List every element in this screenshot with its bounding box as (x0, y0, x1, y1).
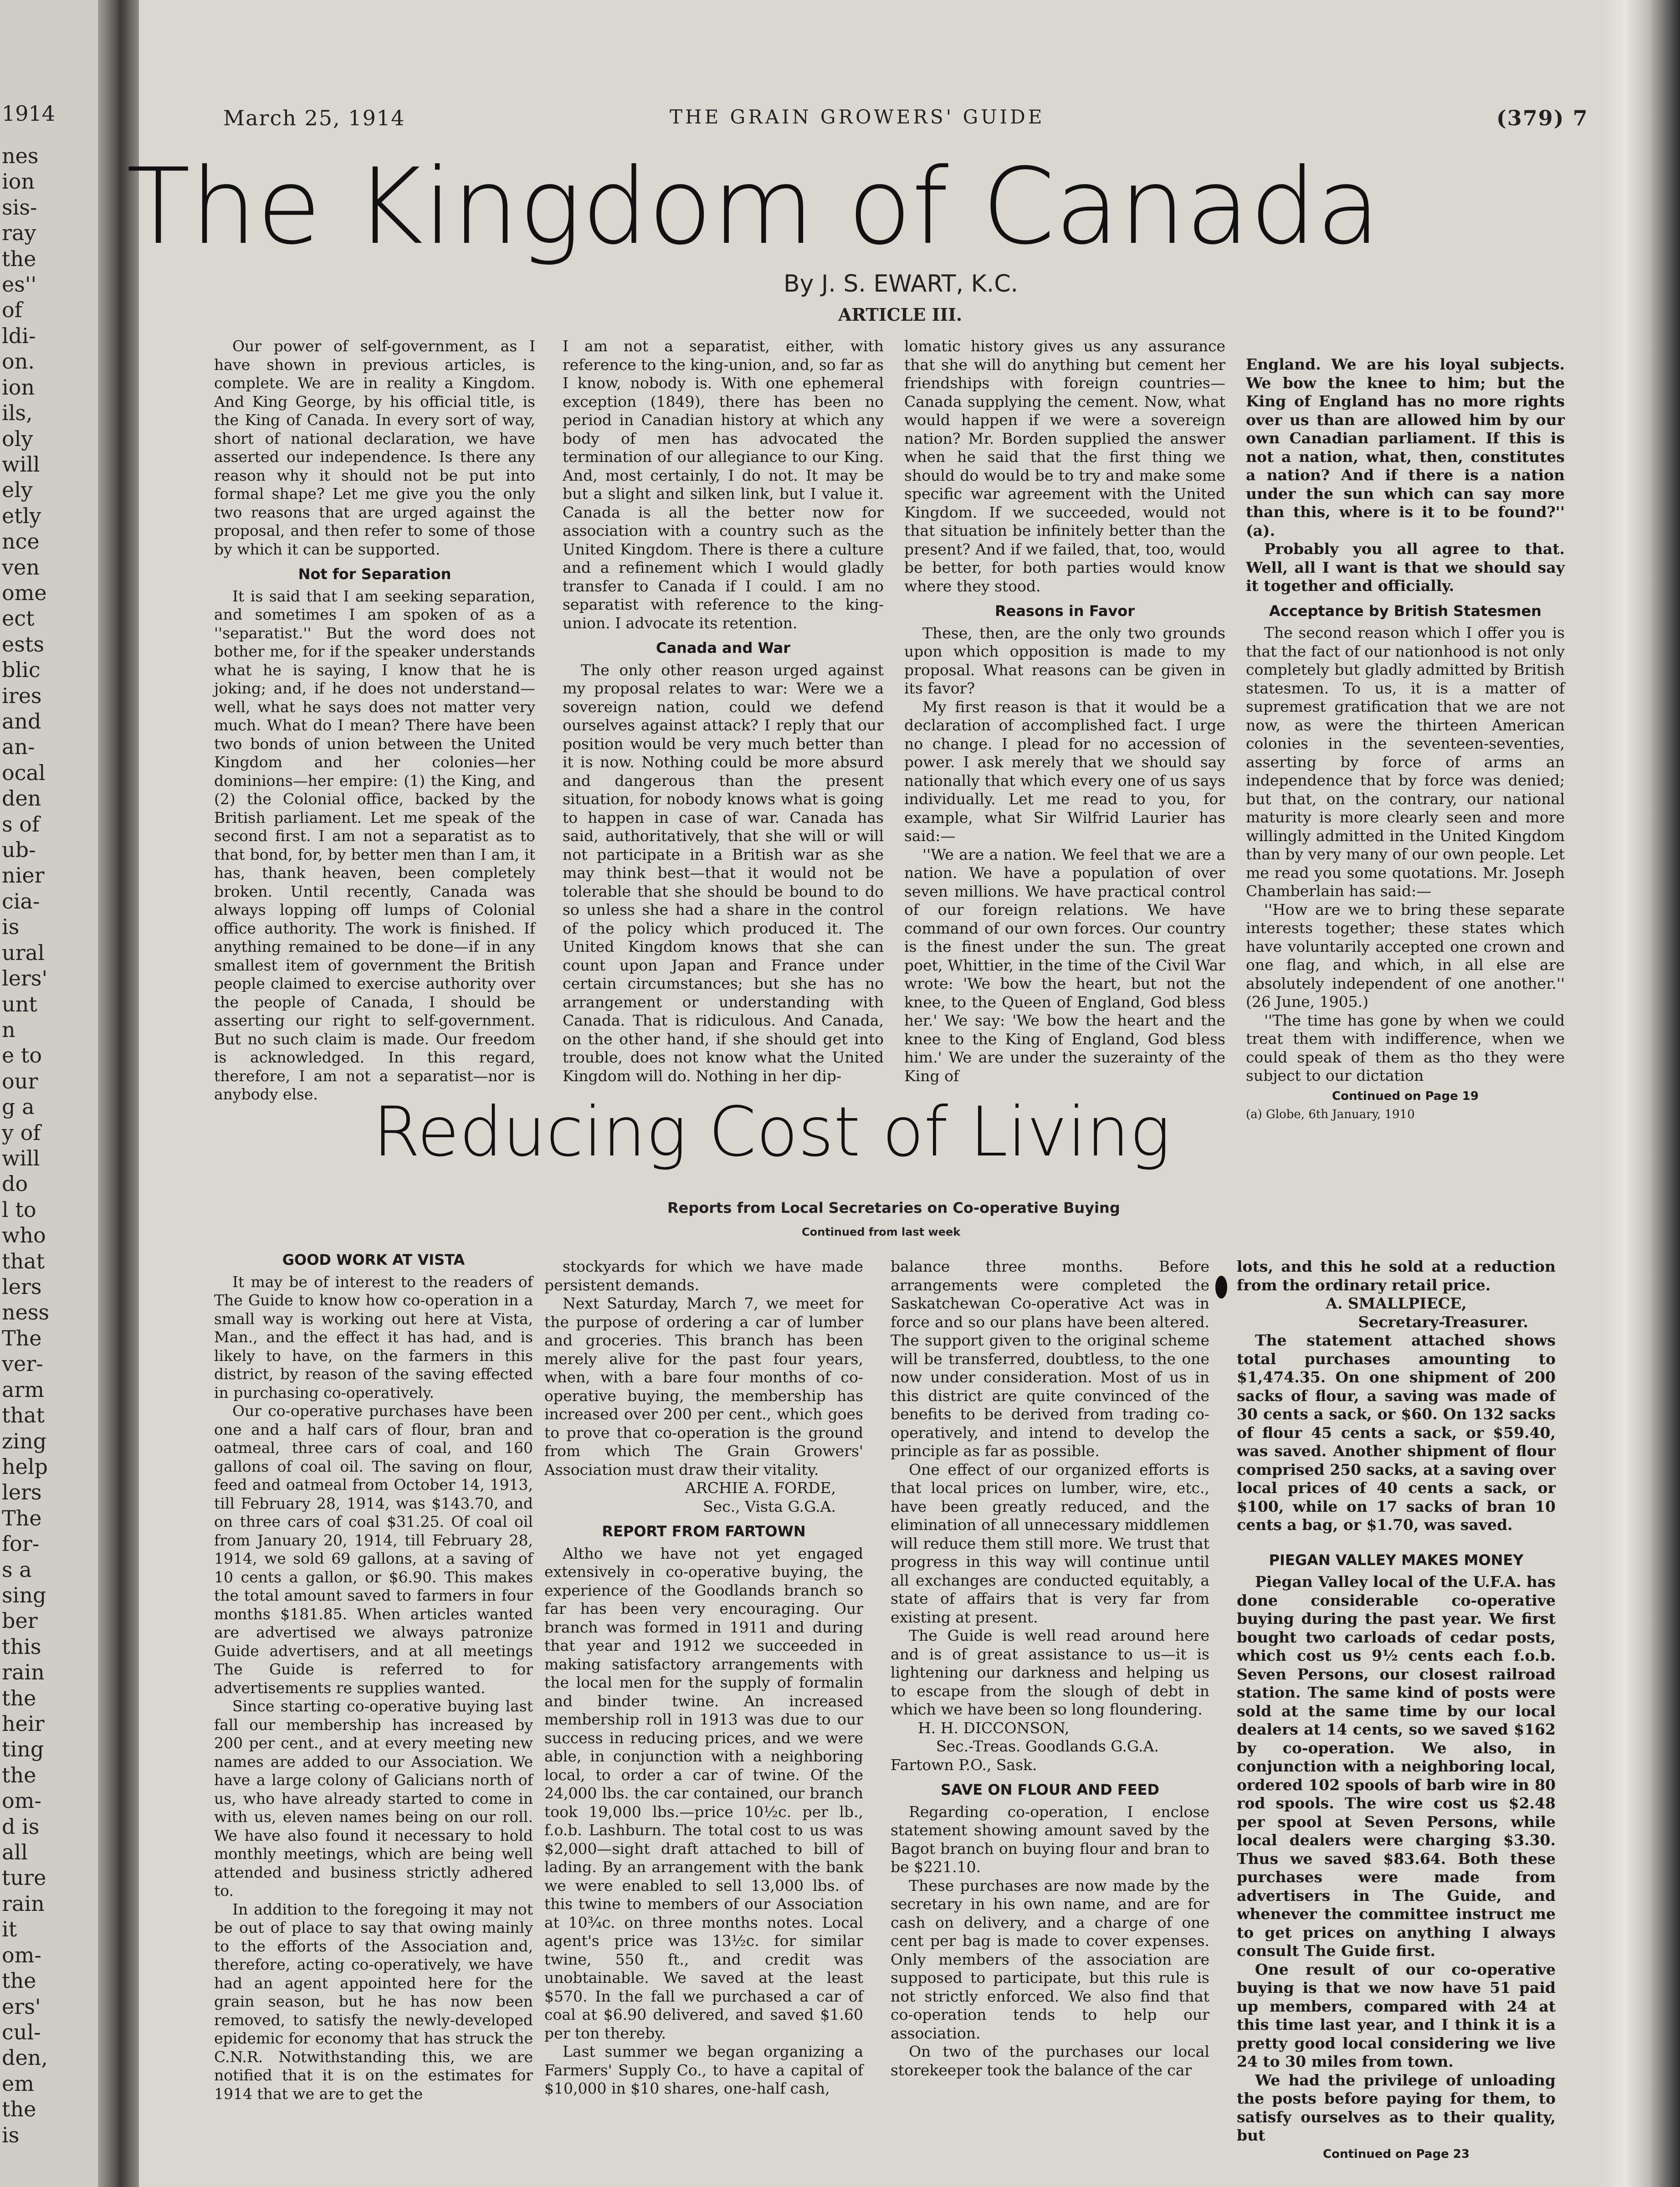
heading-report-from-fartown: REPORT FROM FARTOWN (602, 1523, 806, 1540)
issue-date: March 25, 1914 (223, 106, 405, 130)
facing-page-word: ting (2, 1737, 44, 1761)
paragraph: The Guide is well read around here and is of great assistance to us—it is lightening our darkness and helping us to escape from the slough of debt in which we have been so long floundering. (891, 1627, 1209, 1718)
facing-page-word: lers (2, 1480, 42, 1504)
cost-col2b-text (544, 1545, 863, 2098)
cost-col3b-text (891, 1803, 1209, 2080)
cost-column-1 (214, 1251, 533, 2103)
kingdom-col2-text (563, 337, 884, 632)
paragraph: The statement attached shows total purchases amounting to $1,474.35. On one shipment of 200 sacks of flour, a saving was made of 30 cents a sack, or $60. On 132 sacks of flour 45 cents a sack, or $59.40, was saved. Another shipment of flour comprised 250 sacks, at a saving over local prices of 40 cents a sack, or $100, while on 17 sacks of bran 10 cents a bag, or $1.70, was saved. (1237, 1331, 1556, 1534)
paragraph: Next Saturday, March 7, we meet for the purpose of ordering a car of lumber and groceries. This branch has been merely alive for the past four years, when, with a bare four months of co-operative buying, the membership has increased over 200 per cent., which goes to prove that co-operation is the ground from which The Grain Growers' Association must draw their vitality. (544, 1294, 863, 1479)
facing-page-word: s of (2, 812, 40, 837)
facing-page-word: the (2, 2097, 36, 2121)
facing-page-word: the (2, 1686, 36, 1710)
facing-page-word: will (2, 1146, 40, 1171)
paragraph: One effect of our organized efforts is that local prices on lumber, wire, etc., have been greatly reduced, and the elimination of all unnecessary middlemen will reduce them still more. We trust that progress in this way will continue until all exchanges are conducted equitably, a state of affairs that is very far from existing at present. (891, 1460, 1209, 1626)
publication-name: THE GRAIN GROWERS' GUIDE (670, 106, 1045, 128)
facing-page-word: of (2, 298, 22, 322)
heading-piegan-valley: PIEGAN VALLEY MAKES MONEY (1269, 1551, 1524, 1569)
paragraph: ''The time has gone by when we could treat them with indifference, when we could speak of them as tho they were subject to our dictation (1246, 1011, 1565, 1084)
facing-page-word: y of (2, 1120, 41, 1145)
signature-smallpiece-title: Secretary-Treasurer. (1358, 1313, 1528, 1331)
paragraph: Altho we have not yet engaged extensively in co-operative buying, the experience of the Goodlands branch so far has been very encouraging. Our branch was formed in 1911 and during that year and 1912 we succeeded in making satisfactory arrangements with the local men for the supply of formalin and binder twine. An increased membership roll in 1913 was due to our success in reducing prices, and we were able, in conjunction with a neighboring local, to order a car of twine. Of the 24,000 lbs. the car contained, our branch took 19,000 lbs.—price 10½c. per lb., f.o.b. Lashburn. The total cost to us was $2,000—sight draft attached to bill of lading. By an arrangement with the bank we were enabled to sell 13,000 lbs. of this twine to members of our Association at 10¾c. on three months notes. Local agent's price was 13½c. for similar twine, 550 ft., and credit was unobtainable. We saved at the least $570. In the fall we purchased a car of coal at $6.90 delivered, and saved $1.60 per ton thereby. (544, 1544, 863, 2042)
facing-page-word: ion (2, 375, 35, 400)
signature-dicconson-address: Fartown P.O., Sask. (891, 1756, 1037, 1774)
paragraph: Last summer we began organizing a Farmers' Supply Co., to have a capital of $10,000 in $10 shares, one-half cash, (544, 2043, 863, 2097)
facing-page-word: help (2, 1454, 48, 1479)
signature-dicconson-title: Sec.-Treas. Goodlands G.G.A. (936, 1737, 1159, 1755)
paragraph: I am not a separatist, either, with reference to the king-union, and, so far as I know, nobody is. With one ephemeral exception (1849), there has been no period in Canadian history at which any body of men has advocated the termination of our allegiance to our King. And, most certainly, I do not. It may be but a slight and silken link, but I value it. Canada is all the better now for association with a country such as the United Kingdom. There is there a culture and a refinement which I would gladly transfer to Canada if I could. I am no separatist with reference to the king-union. I advocate its retention. (563, 337, 884, 632)
paragraph: Our power of self-government, as I have shown in previous articles, is complete. We are in reality a Kingdom. And King George, by his official title, is the King of Canada. In every sort of way, short of national declaration, we have asserted our independence. Is there any reason why it should not be put into formal shape? Let me give you the only two reasons that are urged against the proposal, and then refer to some of those by which it can be supported. (214, 337, 535, 558)
facing-page-word: rain (2, 1660, 45, 1684)
cost-col4b-text (1237, 1331, 1556, 1535)
facing-page-word: that (2, 1249, 45, 1273)
signature-smallpiece: A. SMALLPIECE, (1326, 1294, 1467, 1312)
cost-col2-text (544, 1258, 863, 1479)
facing-page-word: that (2, 1403, 45, 1427)
facing-page-word: ils, (2, 400, 33, 425)
facing-page-word: ely (2, 477, 33, 502)
facing-page-word: arm (2, 1377, 45, 1402)
signature-forde: ARCHIE A. FORDE, (685, 1479, 836, 1497)
paragraph: lomatic history gives us any assurance that she will do anything but cement her friendships with foreign countries—Canada supplying the cement. Now, what would happen if we were a sovereign nation? Mr. Borden supplied the answer when he said that the first thing we should do would be to try and make some specific war agreement with the United Kingdom. If we succeeded, would not that situation be infinitely better than the present? And if we failed, that, too, would be better, for both parties would know where they stood. (904, 337, 1225, 595)
subheading-acceptance: Acceptance by British Statesmen (1269, 602, 1542, 620)
facing-page-word: ers' (2, 1994, 41, 2019)
paragraph: The only other reason urged against my proposal relates to war: Were we a sovereign nation, could we defend ourselves against attack? I reply that our position would be very much better than it is now. Nothing could be more absurd and dangerous than the present situation, for nobody knows what is going to happen in case of war. Canada has said, authoritatively, that she will or will not participate in a British war as she may think best—that it would not be tolerable that she should be bound to do so unless she had a share in the control of the policy which produced it. The United Kingdom knows that she can count upon Japan and France under certain circumstances; but she has no arrangement or understanding with Canada. That is ridiculous. And Canada, on the other hand, if she should get into trouble, does not know what the United Kingdom will do. Nothing in her dip- (563, 661, 884, 1085)
facing-page-word: om- (2, 1788, 41, 1813)
kingdom-col2b-text (563, 661, 884, 1086)
facing-page-word: es'' (2, 272, 37, 297)
article-byline: By J. S. EWART, K.C. (784, 270, 1019, 298)
paragraph: We had the privilege of unloading the posts before paying for them, to satisfy ourselves as to their quality, but (1237, 2071, 1556, 2144)
facing-page-word: all (2, 1840, 28, 1864)
facing-page-word: and (2, 709, 41, 734)
page-edge (1603, 0, 1680, 2187)
facing-page-word: cia- (2, 889, 40, 914)
cost-column-4 (1237, 1258, 1556, 2163)
footnote-globe: (a) Globe, 6th January, 1910 (1246, 1108, 1415, 1121)
kingdom-col3-text (904, 337, 1225, 596)
paragraph: It is said that I am seeking separation, and sometimes I am spoken of as a ''separatist.'' But the word does not bother me, for if the speaker understands what he is saying, I know that he is joking; and, if he does not understand—well, what he says does not matter very much. What do I mean? There have been two bonds of union between the United Kingdom and her colonies—her dominions—her empire: (1) the King, and (2) the Colonial office, backed by the British parliament. Let me speak of the second first. I am not a separatist as to that bond, for, by better men than I am, it has, thank heaven, been completely broken. Until recently, Canada was always lopping off lumps of Colonial office authority. The work is finished. If anything remained to be done—if in any smallest item of government the British people claimed to exercise authority over the people of Canada, I should be asserting our right to self-government. But no such claim is made. Our freedom is acknowledged. In this regard, therefore, I am not a separatist—nor is anybody else. (214, 587, 535, 1103)
facing-page-word: our (2, 1069, 38, 1094)
kingdom-col1-text (214, 337, 535, 559)
kingdom-col3b-text (904, 624, 1225, 1086)
article-title-reducing-cost: Reducing Cost of Living (373, 1093, 1171, 1172)
facing-page-word: rain (2, 1891, 45, 1916)
facing-page-word: ver- (2, 1351, 43, 1376)
facing-page-word: unt (2, 992, 37, 1016)
facing-page-word: ural (2, 940, 45, 965)
article-title-kingdom: The Kingdom of Canada (126, 146, 1381, 268)
continued-from-last-week: Continued from last week (802, 1226, 961, 1238)
facing-page-word: ray (2, 221, 36, 245)
facing-page-word: do (2, 1171, 28, 1196)
facing-page-word: nce (2, 529, 40, 554)
facing-page-word: sis- (2, 195, 37, 220)
kingdom-col4-text (1246, 355, 1565, 596)
paragraph: Piegan Valley local of the U.F.A. has done considerable co-operative buying during the past year. We first bought two carloads of cedar posts, which cost us 9½ cents each f.o.b. Seven Persons, our closest railroad station. The same kind of posts were sold at the same time by our local dealers at 14 cents, so we saved $162 by co-operation. We also, in conjunction with a neighboring local, ordered 102 spools of barb wire in 80 rod spools. The wire cost us $2.48 per spool at Seven Persons, while local dealers were charging $3.30. Thus we saved $83.64. Both these purchases were made from advertisers in The Guide, and whenever the committee instruct me to get prices on anything I always consult The Guide first. (1237, 1573, 1556, 1960)
facing-page-word: who (2, 1223, 46, 1248)
facing-page-word: nes (2, 144, 39, 168)
paragraph: One result of our co-operative buying is that we now have 51 paid up members, compared with 24 at this time last year, and I think it is a pretty good local considering we live 24 to 30 miles from town. (1237, 1960, 1556, 2070)
paragraph: These purchases are now made by the secretary in his own name, and are for cash on delivery, and a charge of one cent per bag is made to cover expenses. Only members of the association are supposed to participate, but this rule is not strictly enforced. We also find that co-operation tends to help our association. (891, 1876, 1209, 2042)
facing-page-word: oly (2, 426, 33, 451)
facing-page-word: nier (2, 863, 45, 888)
facing-page-word: n (2, 1017, 15, 1042)
facing-page-word: ber (2, 1608, 38, 1633)
facing-page-word: em (2, 2071, 34, 2096)
paragraph: In addition to the foregoing it may not be out of place to say that owing mainly to the efforts of the Association and, therefore, acting co-operatively, we have had an agent appointed here for the grain season, but he has now been removed, to satisfy the newly-developed epidemic for economy that has struck the C.N.R. Notwithstanding this, we are notified that it is on the estimates for 1914 that we are to get the (214, 1900, 533, 2103)
cost-col4-text (1237, 1258, 1556, 1294)
cost-column-3 (891, 1258, 1209, 2079)
signature-dicconson: H. H. DICCONSON, (918, 1719, 1070, 1737)
facing-page-word: sing (2, 1583, 46, 1607)
kingdom-column-2 (563, 337, 884, 1085)
facing-page-word: is (2, 914, 20, 939)
ink-blot (1215, 1276, 1227, 1299)
signature-forde-title: Sec., Vista G.G.A. (703, 1497, 836, 1515)
facing-page-word: den (2, 786, 41, 811)
facing-page-word: is (2, 2123, 20, 2147)
kingdom-column-3 (904, 337, 1225, 1085)
facing-page-word: ires (2, 683, 42, 708)
facing-page-word: on. (2, 349, 35, 374)
facing-page-word: s a (2, 1557, 32, 1582)
kingdom-col4b-text (1246, 624, 1565, 1085)
facing-page-word: lers' (2, 966, 48, 991)
facing-page-word: this (2, 1634, 41, 1659)
facing-page-word: the (2, 1763, 36, 1787)
kingdom-col1b-text (214, 587, 535, 1104)
paragraph: Since starting co-operative buying last fall our membership has increased by 200 per cent., and at every meeting new names are added to our Association. We have a large colony of Galicians north of us, who have already started to come in with us, eleven names being on our roll. We have also found it necessary to hold monthly meetings, which are being well attended and business strictly adhered to. (214, 1697, 533, 1900)
paragraph: It may be of interest to the readers of The Guide to know how co-operation in a small way is working out here at Vista, Man., and the effect it has had, and is likely to have, on the farmers in this district, by reason of the saving effected in purchasing co-operatively. (214, 1273, 533, 1402)
subheading-reasons-in-favor: Reasons in Favor (994, 602, 1135, 620)
cost-col1-text (214, 1273, 533, 2104)
facing-page-word: it (2, 1917, 17, 1941)
paragraph: Regarding co-operation, I enclose statement showing amount saved by the Bagot branch on buying flour and bran to be $221.10. (891, 1802, 1209, 1876)
continued-page-23: Continued on Page 23 (1323, 2147, 1470, 2161)
cost-col4c-text (1237, 1573, 1556, 2145)
paragraph: England. We are his loyal subjects. We bow the knee to him; but the King of England has no more rights over us than are allowed him by our own Canadian parliament. If this is not a nation, what, then, constitutes a nation? And if there is a nation under the sun which can say more than this, where is it to be found?'' (a). (1246, 355, 1565, 539)
facing-page-word: ub- (2, 837, 36, 862)
subheading-not-for-separation: Not for Separation (298, 565, 451, 583)
facing-page-word: ome (2, 580, 47, 605)
facing-page-word: d is (2, 1814, 40, 1839)
facing-page-word: ocal (2, 760, 46, 785)
article-subtitle: Reports from Local Secretaries on Co-operative Buying (667, 1199, 1120, 1217)
facing-page-word: g a (2, 1094, 35, 1119)
kingdom-column-4 (1246, 355, 1565, 1124)
facing-page-word: for- (2, 1531, 40, 1556)
paragraph: ''We are a nation. We feel that we are a nation. We have a population of over seven millions. We have practical control of our foreign relations. We have command of our own forces. Our country is the finest under the sun. The great poet, Whittier, in the time of the Civil War wrote: 'We bow the heart, but not the knee, to the Queen of England, God bless her.' We say: 'We bow the heart and the knee to the King of England, God bless him.' We are under the suzerainty of the King of (904, 845, 1225, 1085)
facing-page-word: e to (2, 1043, 42, 1068)
paragraph: My first reason is that it would be a declaration of accomplished fact. I urge no change. I plead for no accession of power. I ask merely that we should say nationally that which every one of us says individually. Let me read to you, for example, what Sir Wilfrid Laurier has said:— (904, 698, 1225, 845)
facing-page-word: lers (2, 1274, 42, 1299)
facing-page-word: ture (2, 1865, 46, 1890)
facing-page-word: the (2, 246, 36, 271)
cost-col3-text (891, 1258, 1209, 1719)
heading-save-on-flour: SAVE ON FLOUR AND FEED (941, 1781, 1159, 1798)
paragraph: Our co-operative purchases have been one and a half cars of flour, bran and oatmeal, three cars of coal, and 160 gallons of coal oil. The saving on flour, feed and oatmeal from October 14, 1913, till February 28, 1914, was $143.70, and on three cars of coal $31.25. Of coal oil from January 20, 1914, till February 28, 1914, we sold 69 gallons, at a saving of 10 cents a gallon, or $6.90. This makes the total amount saved to farmers in four months $181.85. When articles wanted are advertised we always patronize Guide advertisers, and at all meetings The Guide is referred to for advertisements re supplies wanted. (214, 1402, 533, 1697)
facing-page-word: om- (2, 1943, 41, 1967)
facing-page-word: l to (2, 1197, 36, 1222)
facing-page-word: will (2, 452, 40, 477)
paragraph: balance three months. Before arrangements were completed the Saskatchewan Co-operative Act was in force and so our plans have been altered. The support given to the original scheme will be transferred, doubtless, to the one now under consideration. Most of us in this district are quite convinced of the benefits to be derived from trading co-operatively, and intend to develop the principle as far as possible. (891, 1258, 1209, 1460)
facing-page-word: blic (2, 657, 41, 682)
cost-column-2 (544, 1258, 863, 2098)
facing-page-word: ect (2, 606, 35, 631)
continued-page-19: Continued on Page 19 (1332, 1089, 1479, 1103)
facing-page-word: The (2, 1326, 42, 1350)
kingdom-column-1 (214, 337, 535, 1104)
paragraph: On two of the purchases our local storekeeper took the balance of the car (891, 2043, 1209, 2079)
facing-page-word: etly (2, 503, 41, 528)
facing-page-word: ion (2, 169, 35, 194)
facing-page-word: heir (2, 1711, 45, 1736)
page-number: (379) 7 (1496, 106, 1588, 130)
facing-page-word: zing (2, 1429, 47, 1453)
facing-page-word: ests (2, 632, 44, 657)
paragraph: lots, and this he sold at a reduction from the ordinary retail price. (1237, 1258, 1556, 1294)
subheading-canada-and-war: Canada and War (656, 639, 791, 657)
article-number: ARTICLE III. (838, 304, 963, 325)
facing-page-word: ness (2, 1300, 50, 1325)
facing-page-word: an- (2, 734, 35, 759)
facing-page-word: the (2, 1968, 36, 1993)
paragraph: ''How are we to bring these separate interests together; these states which have voluntarily accepted one crown and one flag, and which, in all else are absolutely independent of one another.'' (26 June, 1905.) (1246, 900, 1565, 1011)
facing-page-word: ldi- (2, 323, 36, 348)
facing-page-word: den, (2, 2045, 48, 2070)
paragraph: stockyards for which we have made persistent demands. (544, 1258, 863, 1294)
facing-page-word: cul- (2, 2020, 41, 2044)
facing-page-word: The (2, 1506, 42, 1530)
paragraph: These, then, are the only two grounds upon which opposition is made to my proposal. What reasons can be given in its favor? (904, 624, 1225, 697)
facing-page-year: 1914 (2, 101, 56, 126)
paragraph: Probably you all agree to that. Well, all I want is that we should say it together and officially. (1246, 540, 1565, 595)
heading-good-work-at-vista: GOOD WORK AT VISTA (282, 1251, 465, 1268)
facing-page-word: ven (2, 555, 40, 580)
paragraph: The second reason which I offer you is that the fact of our nationhood is not only completely but gladly admitted by British statesmen. To us, it is a matter of supremest gratification that we are not now, as were the thirteen American colonies in the seventeen-seventies, asserting by force of arms an independence that by force was denied; but that, on the contrary, our national maturity is more clearly seen and more willingly admitted in the United Kingdom than by very many of our own people. Let me read you some quotations. Mr. Joseph Chamberlain has said:— (1246, 624, 1565, 900)
